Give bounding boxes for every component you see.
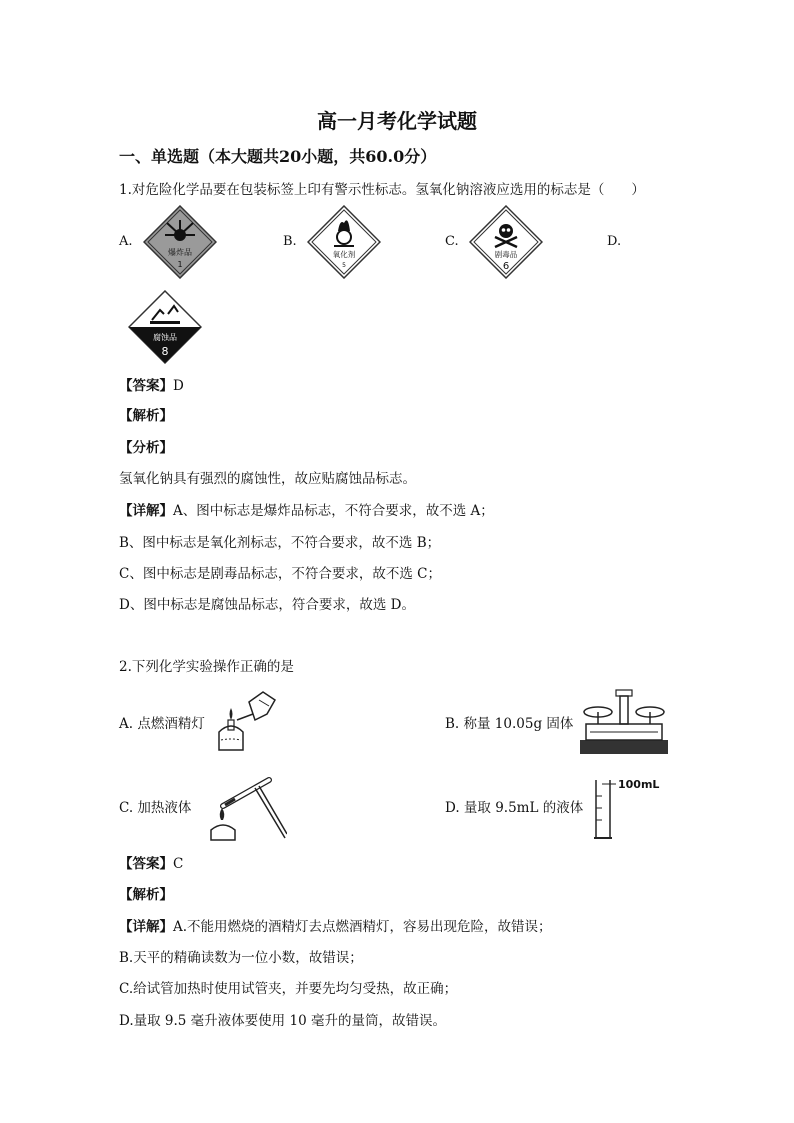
graduated-cylinder-icon — [592, 776, 662, 840]
oxidizer-icon — [307, 205, 381, 279]
section-heading: 一、单选题（本大题共20小题，共60.0分） — [119, 147, 437, 166]
sign-c-num: 6 — [502, 261, 510, 272]
q1-detail-line-4: D、图中标志是腐蚀品标志，符合要求，故选 D。 — [119, 597, 415, 613]
q2-detail-line-1 — [119, 915, 552, 935]
q2-answer — [119, 852, 183, 872]
corrosive-icon — [128, 290, 202, 364]
q1-option-a-label: A. — [119, 234, 133, 249]
detail-text: A.不能用燃烧的酒精灯去点燃酒精灯，容易出现危险，故错误； — [173, 919, 552, 935]
q2-stem: 2.下列化学实验操作正确的是 — [119, 659, 294, 675]
answer-tag: 【答案】 — [119, 856, 173, 872]
sign-b-text: 氧化剂 — [332, 250, 356, 259]
explosive-icon — [143, 205, 217, 279]
page-title: 高一月考化学试题 — [317, 109, 477, 133]
answer-value: D — [173, 378, 184, 394]
q1-answer — [119, 374, 184, 394]
q1-analysis-tag: 【解析】 — [119, 408, 173, 424]
q2-option-a: A. 点燃酒精灯 — [119, 716, 205, 732]
q2-option-b: B. 称量 10.05g 固体 — [445, 716, 574, 732]
q2-detail-line-3: C.给试管加热时使用试管夹，并要先均匀受热，故正确； — [119, 981, 458, 997]
detail-tag: 【详解】 — [119, 503, 173, 519]
q2-option-d: D. 量取 9.5mL 的液体 — [445, 800, 584, 816]
sign-c-text: 剧毒品 — [494, 250, 518, 259]
q2-analysis-tag: 【解析】 — [119, 887, 173, 903]
q2-option-c: C. 加热液体 — [119, 800, 192, 816]
q1-option-c-label: C. — [445, 234, 459, 249]
sign-b-num: 5 — [342, 262, 346, 269]
q1-detail-line-2: B、图中标志是氧化剂标志，不符合要求，故不选 B； — [119, 535, 441, 551]
q1-stem: 1.对危险化学品要在包装标签上印有警示性标志。氢氧化钠溶液应选用的标志是（ ） — [119, 182, 645, 198]
detail-tag: 【详解】 — [119, 919, 173, 935]
q2-detail-line-4: D.量取 9.5 毫升液体要使用 10 毫升的量筒，故错误。 — [119, 1013, 446, 1029]
toxic-icon — [469, 205, 543, 279]
sign-a-text: 爆炸品 — [168, 248, 192, 257]
sign-d-text: 腐蚀品 — [153, 333, 177, 342]
q2-detail-line-2: B.天平的精确读数为一位小数，故错误； — [119, 950, 363, 966]
answer-value: C — [173, 856, 184, 872]
q1-detail-line-1 — [119, 499, 494, 519]
sign-d-num: 8 — [161, 345, 169, 358]
q1-option-b-label: B. — [283, 234, 297, 249]
q1-fenxi-tag: 【分析】 — [119, 440, 173, 456]
detail-text: A、图中标志是爆炸品标志，不符合要求，故不选 A； — [173, 503, 494, 519]
q1-fenxi: 氢氧化钠具有强烈的腐蚀性，故应贴腐蚀品标志。 — [119, 471, 416, 487]
q1-detail-line-3: C、图中标志是剧毒品标志，不符合要求，故不选 C； — [119, 566, 441, 582]
balance-icon — [578, 688, 670, 756]
q1-option-d-label: D. — [607, 234, 622, 249]
cylinder-label: 100mL — [618, 778, 660, 791]
answer-tag: 【答案】 — [119, 378, 173, 394]
alcohol-lamp-icon — [213, 690, 287, 752]
sign-a-num: 1 — [177, 260, 183, 269]
heating-test-tube-icon — [203, 776, 287, 842]
